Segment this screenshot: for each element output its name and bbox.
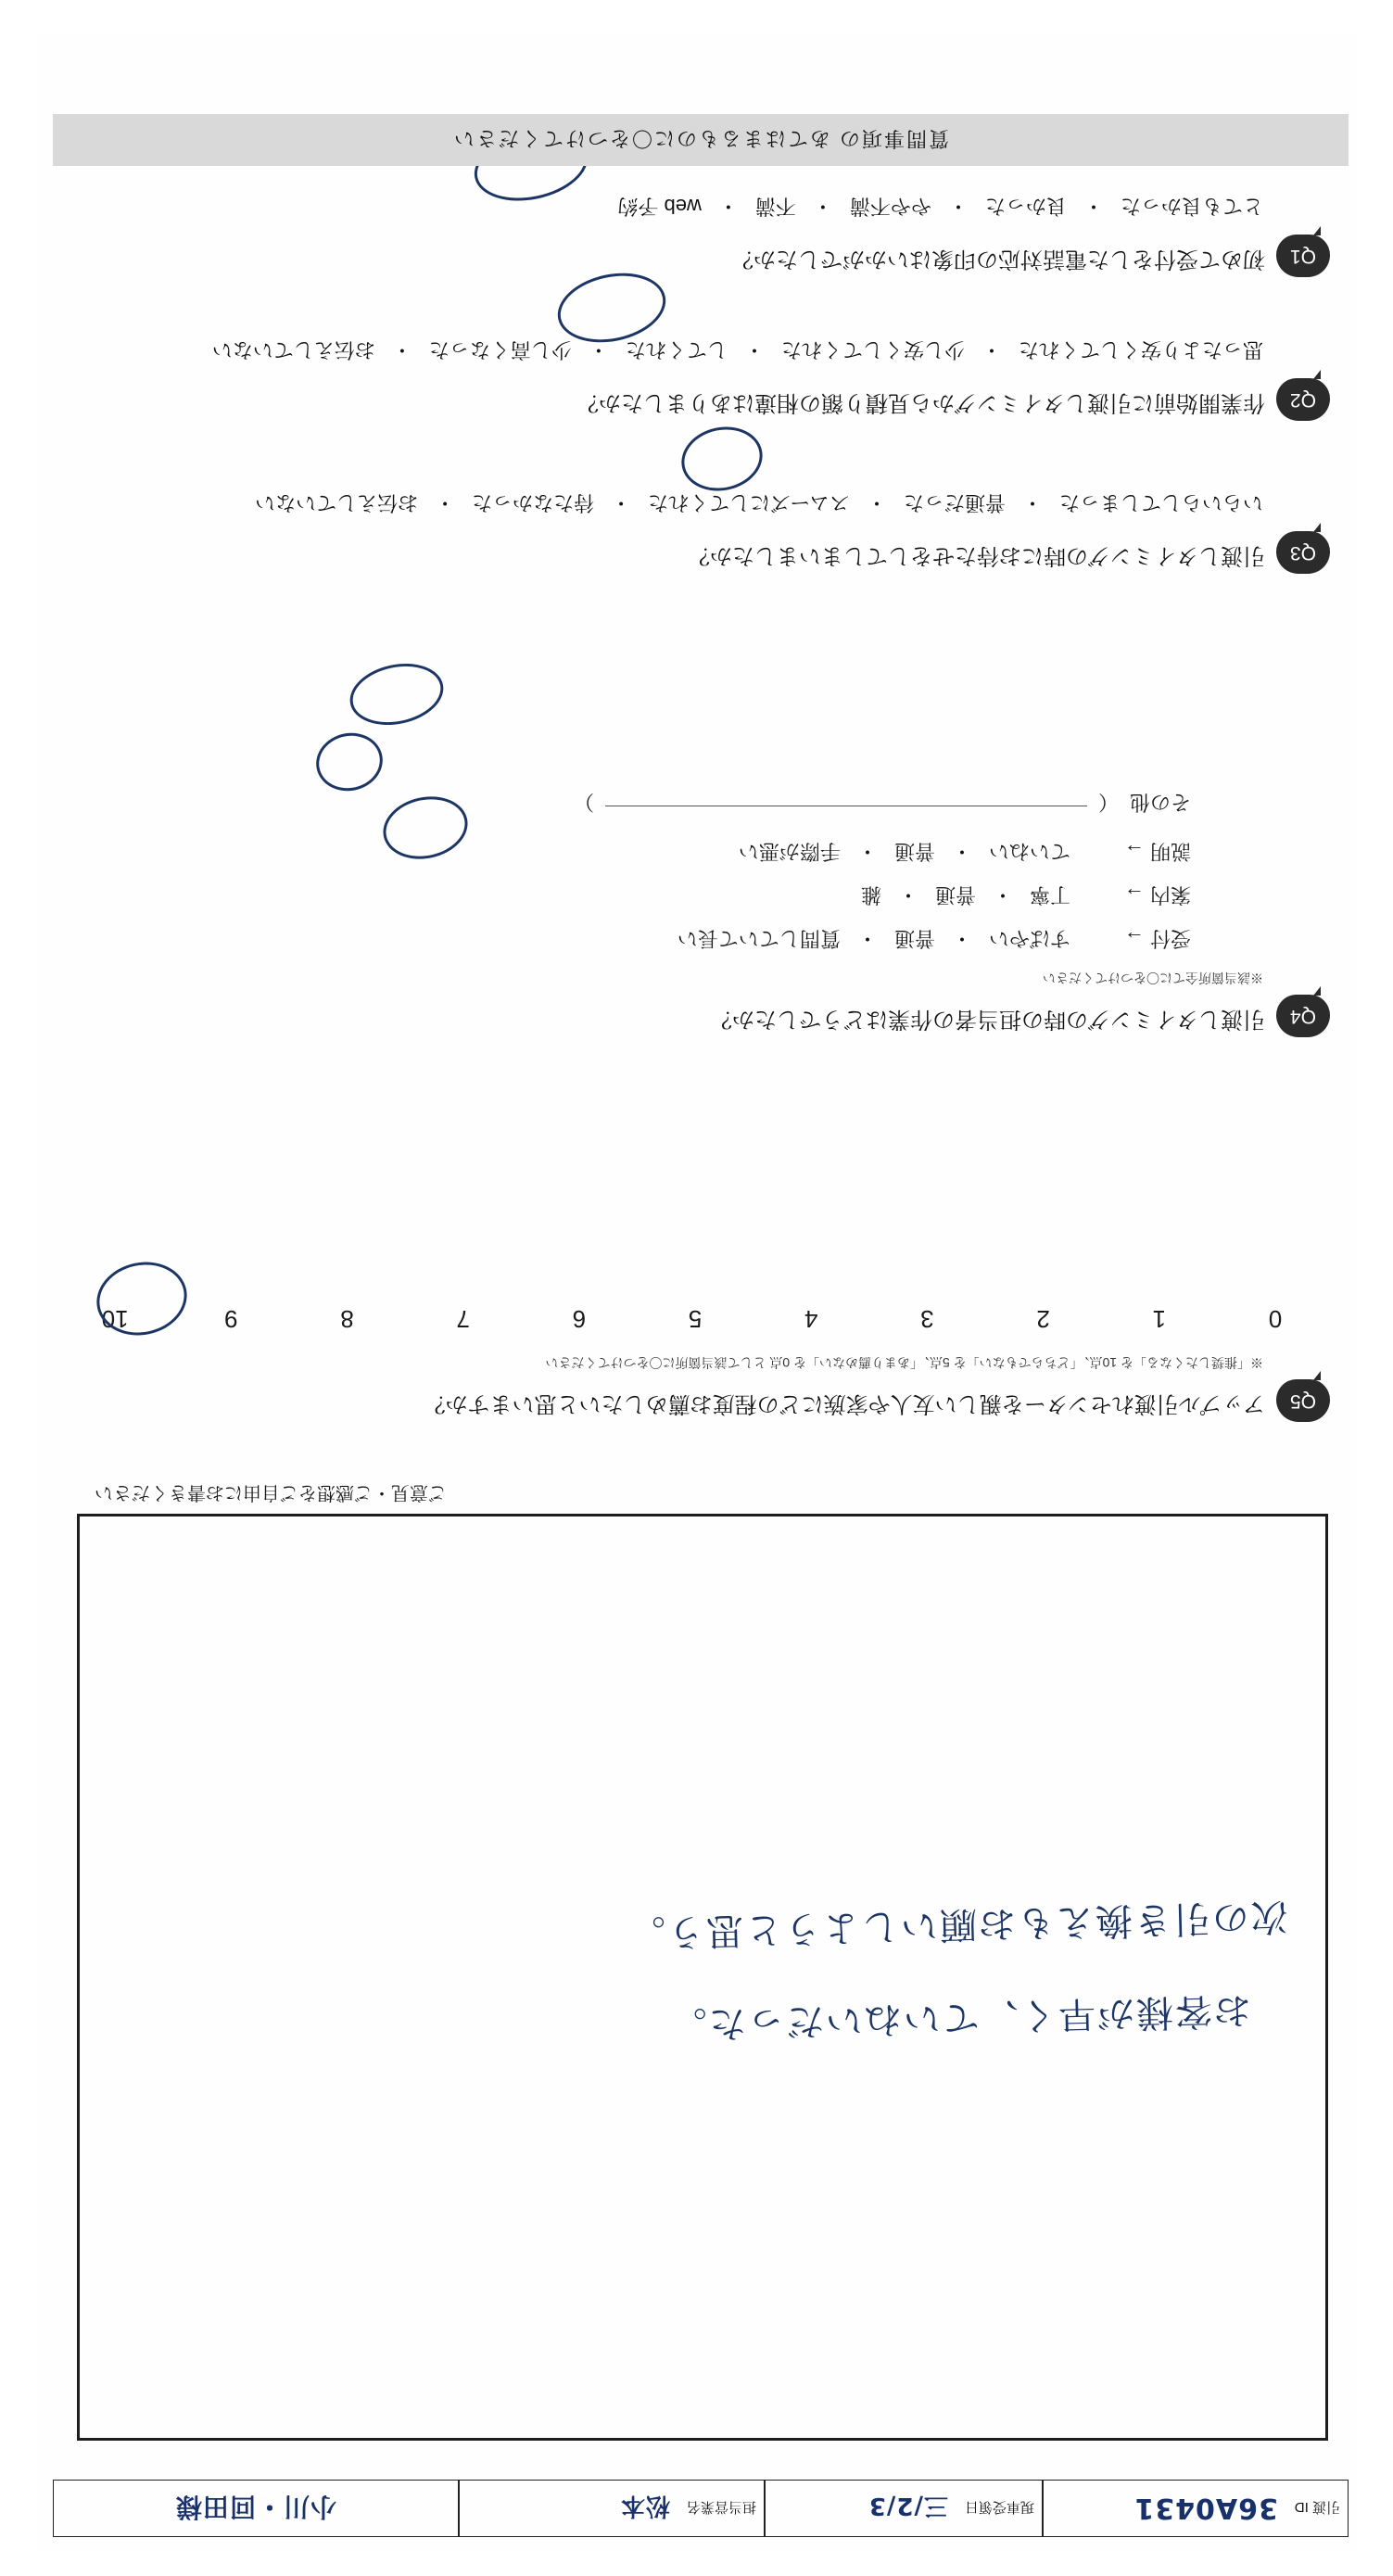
question-q1 — [60, 193, 1330, 279]
q4-subrow-reception — [60, 925, 1191, 954]
q2-sep-1: ・ — [981, 338, 1002, 362]
q3-text: 引渡しタイミングの時にお待たせをしてしまいましたか？ — [687, 543, 1265, 568]
q4-explanation-sep-2: ・ — [856, 840, 878, 863]
q3-badge: Q3 — [1276, 531, 1330, 574]
instruction-band — [53, 114, 1349, 166]
q2-opt-1[interactable]: 思ったより安くしてくれた — [1018, 338, 1263, 362]
q4-other-row — [60, 789, 1191, 818]
q1-opt-5[interactable]: web 予約 — [617, 195, 702, 218]
q1-sep-3: ・ — [812, 195, 833, 218]
q5-scale-4[interactable]: 4 — [804, 1305, 818, 1333]
q1-badge: Q1 — [1276, 235, 1330, 277]
q3-sep-4: ・ — [435, 491, 456, 514]
q3-sep-2: ・ — [866, 491, 887, 514]
q4-reception-opt-2[interactable]: 普通 — [893, 927, 935, 950]
q4-guidance-opt-1[interactable]: 丁寧 — [1029, 883, 1070, 907]
q4-other-input[interactable] — [605, 806, 1087, 808]
header-row — [53, 2480, 1349, 2537]
q3-answer-circle-mark — [676, 420, 768, 499]
q3-opt-3[interactable]: スムーズにしてくれた — [648, 491, 850, 514]
q2-opt-3[interactable]: してくれた — [625, 338, 728, 362]
q2-sep-3: ・ — [588, 338, 609, 362]
q5-scale-3[interactable]: 3 — [920, 1305, 934, 1333]
q1-options — [60, 193, 1263, 222]
q3-opt-4[interactable]: 待たなかった — [472, 491, 595, 514]
q4-explanation-opt-1[interactable]: ていねい — [988, 840, 1070, 863]
sheet-body — [37, 33, 1358, 2550]
header-cell-id — [1043, 2480, 1349, 2537]
q3-opt-5[interactable]: お伝えしていない — [255, 491, 419, 514]
q2-opt-2[interactable]: 少し安くしてくれた — [780, 338, 965, 362]
question-q4 — [60, 789, 1330, 1039]
q2-opt-4[interactable]: 少し高くなった — [428, 338, 572, 362]
q2-sep-2: ・ — [743, 338, 765, 362]
q2-options — [60, 336, 1263, 365]
free-comment-line-2: 次の引き換えもお願いしようと思う。 — [626, 1894, 1289, 1955]
q4-reception-sep-2: ・ — [856, 927, 878, 950]
q5-scale[interactable] — [79, 1304, 1311, 1333]
q3-opt-2[interactable]: 普通だった — [903, 491, 1006, 514]
q1-opt-4[interactable]: 不満 — [754, 195, 796, 218]
q1-sep-2: ・ — [947, 195, 969, 218]
instruction-text: 質問事項の あてはまるものに〇をつけてください — [451, 127, 950, 151]
q4-note: ※該当箇所全てに〇をつけてください — [1043, 971, 1263, 985]
q4-subrow-explanation-label: 説明 → — [1123, 840, 1191, 863]
q4-guidance-sep-2: ・ — [897, 883, 918, 907]
q4-explanation-sep-1: ・ — [951, 840, 972, 863]
question-q5 — [60, 1304, 1330, 1424]
q2-text: 作業開始前に引渡しタイミングから見積り額の相違はありましたか？ — [576, 390, 1265, 415]
q3-sep-1: ・ — [1021, 491, 1043, 514]
q4-explanation-opt-2[interactable]: 普通 — [893, 840, 935, 863]
free-comment-box — [77, 1482, 1328, 2441]
q4-subrow-reception-label: 受付 → — [1123, 927, 1191, 950]
id-value: 36A0431 — [1133, 2492, 1278, 2525]
q4-other-paren-close: ） — [573, 791, 594, 814]
question-q2 — [60, 336, 1330, 423]
q4-other-paren-open: （ — [1097, 791, 1119, 814]
q5-scale-10[interactable]: 10 — [101, 1305, 129, 1333]
q5-scale-1[interactable]: 1 — [1152, 1305, 1167, 1333]
staff-label: 担当営業名 — [686, 2499, 756, 2516]
q1-opt-1[interactable]: とても良かった — [1120, 195, 1263, 218]
q4-guidance-opt-2[interactable]: 普通 — [934, 883, 976, 907]
q4-subrow-guidance — [60, 882, 1191, 910]
q3-sep-3: ・ — [611, 491, 632, 514]
customer-name-value: 小川・回田様 — [175, 2492, 337, 2522]
q5-scale-9[interactable]: 9 — [224, 1305, 238, 1333]
q1-sep-1: ・ — [1083, 195, 1104, 218]
q5-scale-6[interactable]: 6 — [572, 1305, 587, 1333]
q4-explanation-opt-3[interactable]: 手際が悪い — [738, 840, 841, 863]
free-comment-line-1: お客様が早く、ていねいだった。 — [667, 1987, 1252, 2047]
staff-value: 松本 — [619, 2492, 670, 2520]
q1-opt-3[interactable]: やや不満 — [849, 195, 931, 218]
q5-scale-2[interactable]: 2 — [1036, 1305, 1050, 1333]
date-label: 現車受領日 — [964, 2499, 1034, 2516]
q5-badge: Q5 — [1276, 1379, 1330, 1422]
q4-badge: Q4 — [1276, 995, 1330, 1037]
q4-other-label: その他 — [1129, 791, 1191, 814]
q5-text: アップル引渡れセンターを親しい友人や家族にどの程度お薦めしたいと思いますか？ — [423, 1391, 1265, 1416]
date-value: 三/2/3 — [867, 2492, 948, 2520]
q4-circle-mark-explanation — [344, 655, 449, 733]
q5-scale-7[interactable]: 7 — [456, 1305, 470, 1333]
q4-subrow-explanation — [60, 838, 1191, 867]
q4-guidance-sep-1: ・ — [992, 883, 1013, 907]
q4-guidance-opt-3[interactable]: 雑 — [860, 883, 881, 907]
q2-badge: Q2 — [1276, 378, 1330, 421]
q1-sep-4: ・ — [717, 195, 739, 218]
header-cell-staff — [459, 2480, 765, 2537]
q4-reception-opt-3[interactable]: 質問していて長い — [677, 927, 841, 950]
q4-circle-mark-guidance — [310, 727, 387, 797]
id-label: 引渡 ID — [1294, 2499, 1340, 2516]
header-cell-customer — [53, 2480, 459, 2537]
header-cell-date — [765, 2480, 1043, 2537]
q1-opt-2[interactable]: 良かった — [984, 195, 1067, 218]
q2-opt-5[interactable]: お伝えしていない — [211, 338, 375, 362]
q5-scale-5[interactable]: 5 — [688, 1305, 703, 1333]
q5-note: ※「推奨したくなる」を 10点、「どちらでもない」を 5点、「あまり薦めない」を 0点 として該当箇所に〇をつけてください — [545, 1355, 1263, 1370]
free-comment-label: ご意見・ご感想をご自由にお書きください — [95, 1482, 447, 1503]
q1-text: 初めて受付をした電話対応の印象はいかがでしたか？ — [731, 247, 1265, 272]
q3-opt-1[interactable]: いらいらしてしまった — [1058, 491, 1263, 514]
q4-text: 引渡しタイミングの時の担当者の作業はどうでしたか？ — [709, 1007, 1265, 1032]
question-q3 — [60, 489, 1330, 576]
q2-sep-4: ・ — [391, 338, 412, 362]
q4-reception-sep-1: ・ — [951, 927, 972, 950]
q5-scale-0[interactable]: 0 — [1268, 1305, 1283, 1333]
q3-options — [60, 489, 1263, 518]
q4-reception-opt-1[interactable]: すばやい — [988, 927, 1070, 950]
q4-subrow-guidance-label: 案内 → — [1123, 883, 1191, 907]
q5-scale-8[interactable]: 8 — [340, 1305, 354, 1333]
